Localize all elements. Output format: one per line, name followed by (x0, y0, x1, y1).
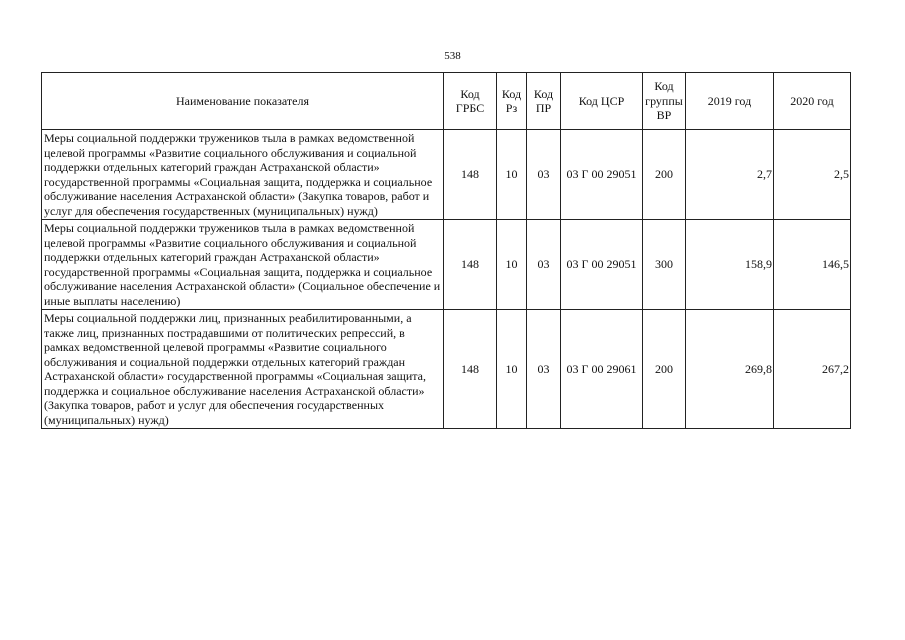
table-row (42, 310, 851, 429)
row-2020: 146,5 (774, 220, 851, 310)
row-2020: 2,5 (774, 130, 851, 220)
row-vr: 300 (643, 220, 686, 310)
row-csr: 03 Г 00 29051 (561, 130, 643, 220)
page-number: 538 (444, 50, 461, 62)
header-rz: Код Рз (497, 73, 527, 130)
row-csr: 03 Г 00 29051 (561, 220, 643, 310)
row-grbs: 148 (444, 220, 497, 310)
row-2020: 267,2 (774, 310, 851, 429)
row-vr: 200 (643, 130, 686, 220)
header-2020: 2020 год (774, 73, 851, 130)
row-rz: 10 (497, 220, 527, 310)
header-vr: Код группы ВР (643, 73, 686, 130)
row-2019: 2,7 (686, 130, 774, 220)
row-2019: 269,8 (686, 310, 774, 429)
header-name: Наименование показателя (42, 73, 444, 130)
header-grbs: Код ГРБС (444, 73, 497, 130)
header-csr: Код ЦСР (561, 73, 643, 130)
row-grbs: 148 (444, 130, 497, 220)
row-grbs: 148 (444, 310, 497, 429)
row-csr: 03 Г 00 29061 (561, 310, 643, 429)
table-row (42, 130, 851, 220)
row-name: Меры социальной поддержки лиц, признанных реабилитированными, а также лиц, признанных пострадавшими от политических репрессий, в рамках ведомственной целевой программы «Развитие социального обслуживания и социальной поддержки отдельных категорий граждан Астраханской области» государственной программы «Социальная защита, поддержка и социальное обслуживание населения Астраханской области» (Закупка товаров, работ и услуг для обеспечения государственных (муниципальных) нужд) (42, 310, 444, 429)
row-2019: 158,9 (686, 220, 774, 310)
row-rz: 10 (497, 130, 527, 220)
row-name: Меры социальной поддержки тружеников тыла в рамках ведомственной целевой программы «Развитие социального обслуживания и социальной поддержки отдельных категорий граждан Астраханской области» государственной программы «Социальная защита, поддержка и социальное обслуживание населения Астраханской области» (Социальное обеспечение и иные выплаты населению) (42, 220, 444, 310)
header-2019: 2019 год (686, 73, 774, 130)
row-name: Меры социальной поддержки тружеников тыла в рамках ведомственной целевой программы «Развитие социального обслуживания и социальной поддержки отдельных категорий граждан Астраханской области» государственной программы «Социальная защита, поддержка и социальное обслуживание населения Астраханской области» (Закупка товаров, работ и услуг для обеспечения государственных (муниципальных) нужд) (42, 130, 444, 220)
row-vr: 200 (643, 310, 686, 429)
row-pr: 03 (527, 220, 561, 310)
row-pr: 03 (527, 310, 561, 429)
row-rz: 10 (497, 310, 527, 429)
header-pr: Код ПР (527, 73, 561, 130)
table-header-row (42, 73, 851, 130)
row-pr: 03 (527, 130, 561, 220)
table-row (42, 220, 851, 310)
budget-table (41, 72, 851, 429)
